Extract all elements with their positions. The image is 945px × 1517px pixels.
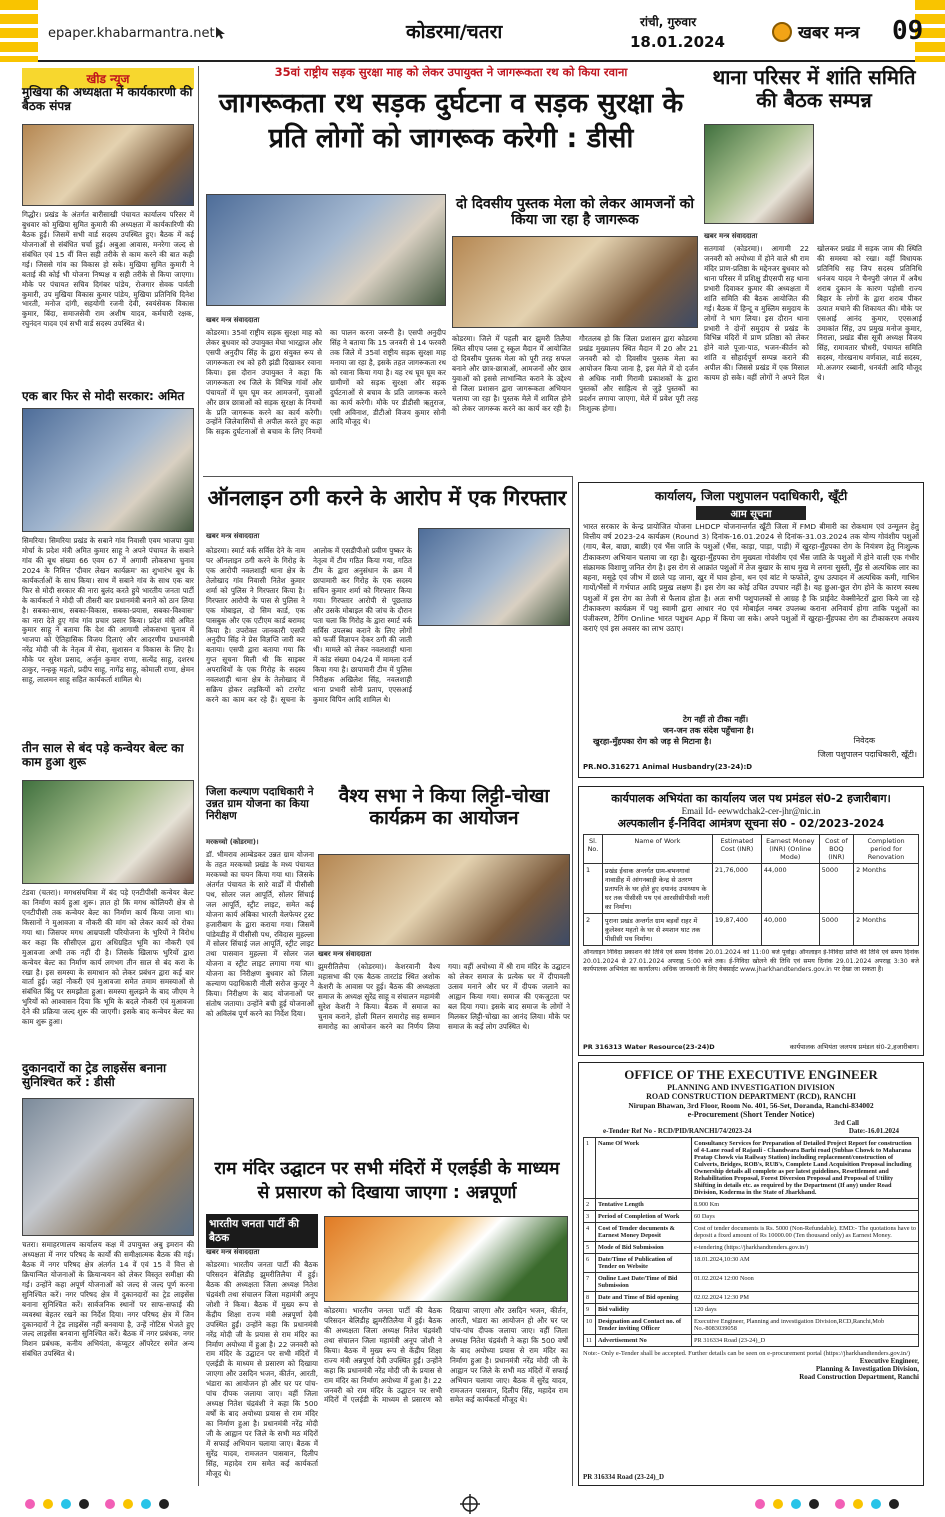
- table-row: [584, 1223, 919, 1242]
- table-cell: Cost of Tender documents & Earnest Money Deposit: [596, 1223, 692, 1242]
- rcd-subtitle: PLANNING AND INVESTIGATION DIVISION: [667, 1083, 835, 1092]
- rcd-subtitle: ROAD CONSTRUCTION DEPARTMENT (RCD), RANCHI: [646, 1092, 856, 1101]
- water-tender-notice: [578, 786, 924, 1056]
- review-meeting-photo: [22, 1098, 194, 1236]
- table-row: [584, 1304, 919, 1316]
- table-cell: 4: [584, 1223, 596, 1242]
- table-row: [584, 1273, 919, 1292]
- notice-signer: जिला पशुपालन पदाधिकारी, खूँटी।: [817, 750, 917, 759]
- table-row: [584, 1138, 919, 1199]
- notice-office: कार्यालय, जिला पशुपालन पदाधिकारी, खूँटी: [654, 489, 848, 503]
- table-cell: Bid validity: [596, 1304, 692, 1316]
- table-cell: Online Last Date/Time of Bid Submission: [596, 1273, 692, 1292]
- table-cell: 1: [584, 1138, 596, 1199]
- ram-mandir-subhead: भारतीय जनता पार्टी की बैठक: [206, 1214, 318, 1248]
- tender-table: [583, 834, 919, 946]
- table-header: Estimated Cost (INR): [712, 835, 761, 864]
- table-cell: 1: [584, 864, 603, 914]
- lead-body: कोडरमा। 35वां राष्ट्रीय सड़क सुरक्षा माह को लेकर बुधवार को उपायुक्त मेघा भारद्वाज और एसपी अनुदीप सिंह के द्वारा संयुक्त रूप से जागरूकता रथ को हरी झंडी दिखाकर रवाना किया। इस दौरान उपायुक्त ने कहा कि जागरूकता रथ जिले के विभिन्न गांवों और पंचायतों में घूम घूम कर आमजनों, युवाओं और छात्र छात्राओं को सड़क सुरक्षा के नियमों के प्रति जागरूक करने का कार्य करेगी। उन्होंने जिलेवासियों से अपील करते हुए कहा कि सड़क दुर्घटनाओं से बचाव के लिए नियमों का पालन करना जरूरी है। एसपी अनुदीप सिंह ने बताया कि 15 जनवरी से 14 फरवरी तक जिले में 35वां राष्ट्रीय सड़क सुरक्षा माह मनाया जा रहा है, इसके तहत जागरूकता रथ को रवाना किया गया है। यह रथ घूम घूम कर ग्रामीणों को सड़क सुरक्षा और सड़क दुर्घटनाओं से बचाव के प्रति जागरूक करने का कार्य करेगी। मौके पर डीडीसी ऋतुराज, एसी अविनाश, डीटीओ विजय कुमार सोनी आदि मौजूद थे।: [206, 328, 446, 437]
- notice-ref: PR.NO.316271 Animal Husbandry(23-24):D: [583, 763, 753, 771]
- fraud-headline[interactable]: ऑनलाइन ठगी करने के आरोप में एक गिरफ्तार: [207, 486, 567, 510]
- story-headline[interactable]: एक बार फिर से मोदी सरकार: अमित: [22, 389, 185, 403]
- arrest-photo: [418, 528, 570, 626]
- vaishya-body: झुमरीतिलैया (कोडरमा)। केशरवानी वैश्य महासभा की एक बैठक तारटांड स्थित अशोक केशरी के आवास पर हुई। बैठक की अध्यक्षता समाज के अध्यक्ष सुरेंद्र साहू व संचालन महामंत्री सुरेश केशरी ने किया। बैठक में समाज का चुनाव कराने, होली मिलन समारोह सह सम्मान समारोह का आयोजन करने का निर्णय लिया गया। वहीं अयोध्या में श्री राम मंदिर के उद्घाटन को लेकर समाज के प्रत्येक घर में दीपावली उत्सव मनाने और घर में दीपक जलाने का आह्वान किया गया। समाज की एकजुटता पर बल दिया गया। इसके बाद समाज के लोगों ने मिलकर लिट्टी-चोखा का आनंद लिया। मौके पर समाज के कई लोग उपस्थित थे।: [318, 962, 570, 1031]
- vaishya-meeting-photo: [318, 854, 570, 946]
- rcd-address: Nirupan Bhawan, 3rd Floor, Room No. 401, 56-Set, Doranda, Ranchi-834002: [628, 1101, 874, 1110]
- lead-byline: खबर मन्त्र संवाददाता: [206, 316, 260, 324]
- rcd-date: Date:-16.01.2024: [848, 1127, 899, 1135]
- bjp-meeting-photo: [324, 1216, 568, 1302]
- brand-logo: [772, 22, 792, 42]
- rcd-sign: Road Construction Department, Ranchi: [799, 1373, 919, 1381]
- ram-mandir-body: कोडरमा। भारतीय जनता पार्टी की बैठक परिसदन बेलिडीह झुमरीतिलैया में हुई। बैठक की अध्यक्षता जिला अध्यक्ष नितेश चंद्रवंशी तथा संचालन जिला महामंत्री अनूप जोशी ने किया। बैठक में मुख्य रूप से केंद्रीय शिक्षा राज्य मंत्री अन्नपूर्णा देवी उपस्थित हुईं। उन्होंने कहा कि प्रधानमंत्री नरेंद्र मोदी जी के प्रयास से राम मंदिर का निर्माण अयोध्या में हुआ है। 22 जनवरी को राम मंदिर के उद्घाटन पर सभी मंदिरों में एलईडी के माध्यम से प्रसारण को दिखाया जाएगा और उसदिन भजन, कीर्तन, आरती, भंडारा का आयोजन हो और घर पर पांच-पांच दीपक जलाया जाए। वहीं जिला अध्यक्ष नितेश चंद्रवंशी ने कहा कि 500 वर्षों के बाद अयोध्या प्रयास से राम मंदिर का निर्माण हुआ है। प्रधानमंत्री नरेंद्र मोदी जी के आह्वान पर जिले के सभी मठ मंदिरों में सफाई अभियान चलाया जाए। बैठक में सुरेंद्र यादव, रामजतन पासवान, दिलीप सिंह, महादेव राम समेत कई कार्यकर्ता मौजूद थे।: [206, 1260, 318, 1478]
- story-body: सिमरिया। सिमरिया प्रखंड के सबाने गांव निवासी एवम भाजपा युवा मोर्चा के प्रदेश मंत्री अमित कुमार साहू ने अपने पंचायत के सबाने गांव की बूथ संख्या 66 एवम 67 में अगामी लोकसभा चुनाव 2024 के निमित्त 'दीवार लेखन कार्यक्रम' का शुभारंभ बूथ के कार्यकर्ताओं के साथ किया। साथ में सबाने गांव के साथ एक बार फिर से मोदी सरकार की नारा बुलंद करते हुये भारतीय जनता पार्टी के कार्यकर्ता ने मोदी जी तीसरी बार प्रधानमंत्री बनाने को ठान लिया है। सबका-साथ, सबका-विकास, सबका-प्रयास, सबका-विश्वास' का नारा देते हुए गांव गांव प्रचार प्रसार किया। प्रदेश मंत्री अमित कुमार साहू ने बताया कि देश की आगामी लोकसभा चुनाव में भाजपा को ऐतिहासिक विजय दिलाएं और आदरणीय प्रधानमंत्री नरेंद्र मोदी जी के नेतृत्व में सेवा, सुशासन व विकास के लिए है। मौके पर सुरेश प्रसाद, अर्जुन कुमार राणा, सत्येंद्र साहू, दशरथ ठाकुर, नन्हकू महतो, प्रदीप साहू, नागेंद्र साहू, कोमाली राणा, क्षेमन साहू, लालमन साहू सहित कार्यकर्ता शामिल थे।: [22, 536, 194, 685]
- fraud-body: कोडरमा। स्मार्ट वर्क सर्विस देने के नाम पर ऑनलाइन ठगी करने के गिरोह के एक आरोपी नवलशाही थाना क्षेत्र के तेलोखाद गांव निवासी नितेश कुमार शर्मा को पुलिस ने गिरफ्तार किया है। गिरफ्तार आरोपी के पास से पुलिस ने एक मोबाइल, दो सिम कार्ड, एक पासबुक और एक एटीएम कार्ड बरामद किया है। उपरोक्त जानकारी एसपी अनुदीप सिंह ने प्रेस विज्ञप्ति जारी कर बताया। एसपी द्वारा बताया गया कि गुप्त सूचना मिली थी कि साइबर अपराधियों के एक गिरोह के सदस्य नवलशाही थाना क्षेत्र के तेलोखाद में सक्रिय होकर लड़कियों को टारगेट करने का काम कर रहे हैं। सूचना के आलोक में एसडीपीओ प्रवीण पुष्कर के नेतृत्व में टीम गठित किया गया, गठित टीम के द्वारा अनुसंधान के क्रम में छापामारी कर गिरोह के एक सदस्य सचिन कुमार शर्मा को गिरफ्तार किया गया। गिरफ्तार आरोपी से पूछताछ और उसके मोबाइल की जांच के दौरान पता चला कि गिरोह के द्वारा स्मार्ट वर्क सर्विस उपलब्ध कराने के लिए लोगों को फर्जी विज्ञापन देकर ठगी की जाती थी। मामले को लेकर नवलशाही थाना में कांड संख्या 04/24 में मामला दर्ज किया गया है। छापामारी टीम में पुलिस निरीक्षक अखिलेश सिंह, नवलशाही थाना प्रभारी सोनी प्रताप, एएसआई कुमार विपिन आदि शामिल थे।: [206, 546, 412, 705]
- campaign-photo: [22, 408, 194, 532]
- table-cell: Mode of Bid Submission: [596, 1242, 692, 1254]
- rcd-table: [583, 1137, 919, 1347]
- welfare-headline[interactable]: जिला कल्याण पदाधिकारी ने उन्नत ग्राम योजना का किया निरीक्षण: [206, 786, 314, 823]
- table-cell: प्रखंड ईचाक अन्तर्गत ग्राम-बभनगावां नावाडीह में आंगनबाड़ी केन्द्र से उतरण प्रतापति के घर होते हुए दयानंद उपाध्याय के घर तक पीसीसी पथ एवं आरसीसीपीसी नाली का निर्माण।: [602, 864, 712, 914]
- rcd-note: Note:- Only e-Tender shall be accepted. Further details can be seen on e-procurement portal (https://jharkhandtenders.gov.in/): [583, 1350, 911, 1357]
- table-cell: Cost of tender documents is Rs. 5000 (Non-Refundable). EMD:- The quotations have to deposit a fixed amount of Rs 10000.00 (Ten thousand only) as Earnest Money.: [692, 1223, 919, 1242]
- ram-mandir-headline[interactable]: राम मंदिर उद्घाटन पर सभी मंदिरों में एलईडी के माध्यम से प्रसारण को दिखाया जाएगा : अन्नपूर्णा: [214, 1159, 560, 1203]
- site-url-link[interactable]: epaper.khabarmantra.net: [48, 26, 215, 41]
- table-cell: 120 days: [692, 1304, 919, 1316]
- table-cell: 2: [584, 914, 603, 946]
- edition-title: कोडरमा/चतरा: [406, 21, 503, 43]
- peace-committee-photo: [704, 124, 814, 224]
- city-day: रांची, गुरुवार: [640, 15, 697, 29]
- story-body: चतरा। समाहरणालय कार्यालय कक्ष में उपायुक्त अबु इमरान की अध्यक्षता में नगर परिषद के कार्यों की समीक्षात्मक बैठक की गई। बैठक में नगर परिषद क्षेत्र अंतर्गत 14 वें एवं 15 वें वित्त से क्रियान्वित योजनाओं के क्रियान्वयन को लेकर विस्तृत समीक्षा की गई। उन्होंने कहा अपूर्ण योजनाओं को जल्द से जल्द पूर्ण करना सुनिश्चित करें। नगर परिषद क्षेत्र में दुकानदारों का ट्रेड लाइसेंस बनाना सुनिश्चित करें। सार्वजनिक स्थानों पर साफ-सफाई की व्यवस्था बेहतर रखने का निर्देश दिया। नगर परिषद क्षेत्र में जिन दुकानदारों ने ट्रेड लाइसेंस नहीं बनवाया है, उन्हें नोटिस भेजते हुए जल्द लाइसेंस बनवाना सुनिश्चित करें। बैठक में नगर प्रबंधक, नगर मिशन प्रबंधक, कनीय अभियंता, कंप्यूटर ऑपरेटर समेत अन्य संबंधित उपस्थित थे।: [22, 1240, 194, 1359]
- table-cell: 2 Months: [854, 864, 919, 914]
- notice-slogan: जन-जन तक संदेश पहुँचाना है।: [663, 726, 754, 735]
- table-cell: 19,87,400: [712, 914, 761, 946]
- row-divider: [203, 476, 573, 477]
- tender-signer: कार्यपालक अभियंता जलपथ प्रमंडल सं0-2,हजारीबाग।: [789, 1043, 919, 1051]
- table-cell: 5: [584, 1242, 596, 1254]
- table-row: [584, 1335, 919, 1347]
- table-cell: 9: [584, 1304, 596, 1316]
- table-cell: 7: [584, 1273, 596, 1292]
- table-cell: Consultancy Services for Preparation of Detailed Project Report for construction of 4-Lane road of Rajauli - Chandwara Barhi road (Subhas Chowk to Maharana Pratap Chowk via Railway Station) including replacement/construction of Culverts, Bridges, ROB's, RUB's, Complete Land Acquisition Proposal including Ownership details all complete as per latest guidelines, Resettlement and Rehabilitation Proposal, Forest Diversion Proposal and Proposal of Utility Shifting in details etc. as required by the Department (If any) under Road Division, Koderma in the State of Jharkhand.: [692, 1138, 919, 1199]
- table-cell: 21,76,000: [712, 864, 761, 914]
- notice-slogan: खुरहा-मुँहपका रोग को जड़ से मिटाना है।: [593, 737, 712, 746]
- table-row: [584, 1316, 919, 1335]
- column-divider: [198, 66, 199, 1486]
- table-cell: Period of Completion of Work: [596, 1211, 692, 1223]
- protest-photo: [22, 780, 194, 884]
- table-cell: 18.01.2024,10:30 AM: [692, 1254, 919, 1273]
- table-cell: 44,000: [761, 864, 819, 914]
- table-cell: Advertisement No: [596, 1335, 692, 1347]
- table-header: Cost of BOQ (INR): [819, 835, 853, 864]
- table-cell: 40,000: [761, 914, 819, 946]
- rcd-tender-notice: [578, 1062, 924, 1486]
- table-cell: Name Of Work: [596, 1138, 692, 1199]
- animal-husbandry-notice: [578, 482, 924, 778]
- tender-office: कार्यपालक अभियंता का कार्यालय जल पथ प्रमंडल सं0-2 हजारीबाग।: [611, 792, 891, 805]
- page-number: 09: [892, 16, 924, 46]
- book-fair-body: कोडरमा। जिले में पहली बार झुमरी तिलैया स्थित सीएच प्लस टू स्कूल मैदान में आयोजित दो दिवसीय पुस्तक मेला को पूरी तरह सफल बनाने और छात्र-छात्राओं, आमजनों और छात्र युवाओं को इससे लाभान्वित कराने के उद्देश्य से जिला प्रशासन द्वारा जागरूकता अभियान चलाया जा रहा है। पुस्तक मेले में शामिल होने को लेकर जागरूक करने का कार्य कर रही है। गौरतलब हो कि जिला प्रशासन द्वारा कोडरमा प्रखंड मुख्यालय स्थित मैदान में 20 और 21 जनवरी को दो दिवसीय पुस्तक मेला का आयोजन किया जाना है, इस मेले में दो दर्जन से अधिक नामी गिरामी प्रकाशकों के द्वारा पुस्तकों और साहित्य से जुड़े पुस्तकों का प्रदर्शन लगाया जाएगा, मेले में प्रवेश पूरी तरह निःशुल्क होगा।: [452, 334, 698, 413]
- table-cell: Tentative Length: [596, 1199, 692, 1211]
- table-cell: Executive Engineer, Planning and investigation Division,RCD,Ranchi,Mob No.-8083039058: [692, 1316, 919, 1335]
- welfare-byline: मरकच्चो (कोडरमा)।: [206, 838, 259, 846]
- table-cell: 5000: [819, 914, 853, 946]
- table-row: [584, 914, 919, 946]
- notice-signer-label: निवेदक: [853, 736, 875, 745]
- table-header: Earnest Money (INR) (Online Mode): [761, 835, 819, 864]
- book-fair-headline[interactable]: दो दिवसीय पुस्तक मेला को लेकर आमजनों को किया जा रहा है जागरूक: [455, 196, 695, 229]
- table-cell: 8.900 Km: [692, 1199, 919, 1211]
- table-cell: 6: [584, 1254, 596, 1273]
- welfare-body: डॉ. भीमराव आम्बेडकर उन्नत ग्राम योजना के तहत मरकच्चो प्रखंड के मध्य पंचायत मरकच्चो का चयन किया गया था। जिसके अंतर्गत पंचायत के सारे वार्डों में पीसीसी पथ, सोलर जल आपूर्ति, सोलर सिंचाई जल आपूर्ति, स्ट्रीट लाइट, समेत कई योजना कार्य अंबिका भारती वेलफेयर ट्रस्ट हजारीबाग के द्वारा कराया गया। जिसमें पांडेयडीह में पीसीसी पथ, रविदास मुहल्ला में सोलर सिंचाई जल आपूर्ति, स्ट्रीट लाइट तथा पासवान मुहल्ला में सोलर जल योजना व स्ट्रीट लाइट लगाया गया था। योजना का निरीक्षण बुधवार को जिला कल्याण पदाधिकारी नीली सरोज कुजूर ने किया। निरीक्षण के बाद योजनाओं पर संतोष जताया। उन्होंने बची हुई योजनाओं को अविलंब पूर्ण करने का निर्देश दिया।: [206, 850, 314, 1018]
- table-cell: 01.02.2024 12:00 Noon: [692, 1273, 919, 1292]
- rcd-notice: e-Procurement (Short Tender Notice): [687, 1110, 815, 1119]
- table-cell: 5000: [819, 864, 853, 914]
- story-body: टंडवा (चतरा)। मगधसंघमित्रा में बंद पड़े एनटीपीसी कन्वेयर बेल्ट का निर्माण कार्य हुआ शुरू। ज्ञात हो कि मगध कोलियरी क्षेत्र से एनटीपीसी तक कन्वेयर बेल्ट का निर्माण कार्य किया जाना था। किसानों ने मुआवजा व नौकरी की मांग को लेकर कार्य को रोका गया था। जिसपर मगध आम्रपाली परियोजना के भुरियों ने विरोध कर कहा कि सीसीएल द्वारा अधिग्रहित भूमि का नौकरी एवं मुआवजा अभी तक नहीं दी है। जिसके खिलाफ भुरियों द्वारा कन्वेयर बेल्ट का निर्माण कार्य लगभग तीन साल से बंद करा के रखा है। इस समस्या के समाधान को लेकर प्रबंधन द्वारा कई बार वार्ता हुई। जहां नौकरी एवं मुआवजा समेत तमाम समस्याओं से संबंधित बिंदु पर समझौता हुआ। समस्या सुलझने के बाद जीएम ने भुरियों को आश्वासन दिया कि भूमि के बदले नौकरी एवं मुआवजा देने की प्रक्रिया जल्द शुरू की जाएगी। इसके बाद कन्वेयर बेल्ट का काम शुरू हुआ।: [22, 888, 194, 1027]
- table-cell: पुराना प्रखंड अन्तर्गत ग्राम बड़वाँ राहर में कुलेश्वर महतो के घर से श्मशान घाट तक पीसीसी पथ निर्माण।: [602, 914, 712, 946]
- table-header: Completion period for Renovation: [854, 835, 919, 864]
- table-row: [584, 1211, 919, 1223]
- column-divider: [572, 476, 573, 1486]
- table-cell: 2: [584, 1199, 596, 1211]
- rcd-ref: e-Tender Ref No - RCD/PID/RANCHI/74/2023-24: [603, 1127, 752, 1135]
- ram-mandir-byline: खबर मन्त्र संवाददाता: [206, 1248, 260, 1256]
- table-cell: Date and Time of Bid opening: [596, 1292, 692, 1304]
- cursor-icon: [214, 26, 228, 40]
- peace-committee-byline: खबर मन्त्र संवाददाता: [704, 232, 758, 240]
- table-cell: 02.02.2024 12:30 PM: [692, 1292, 919, 1304]
- meeting-photo: [22, 124, 194, 206]
- table-cell: 3: [584, 1211, 596, 1223]
- book-fair-photo: [452, 236, 698, 328]
- table-cell: 10: [584, 1316, 596, 1335]
- issue-date: 18.01.2024: [630, 33, 725, 51]
- peace-committee-headline[interactable]: थाना परिसर में शांति समिति की बैठक सम्पन्न: [712, 65, 916, 112]
- registration-marks: [0, 1492, 945, 1517]
- table-cell: e-tendering (https://jharkhandtenders.gov.in/): [692, 1242, 919, 1254]
- masthead-decoration-left: [0, 0, 38, 62]
- table-row: [584, 1292, 919, 1304]
- brand-name: खबर मन्त्र: [798, 23, 860, 43]
- rcd-sign: Executive Engineer,: [859, 1357, 919, 1365]
- peace-committee-body: सतगावां (कोडरमा)। आगामी 22 जनवरी को अयोध्या में होने वाले श्री राम मंदिर प्राण-प्रतिष्ठा के मद्देनजर बुधवार को थाना परिसर में प्रशिक्षु डीएसपी सह थाना प्रभारी दिवाकर कुमार की अध्यक्षता में शांति समिति की बैठक आयोजित की गई। बैठक में हिन्दू व मुस्लिम समुदाय के लोगों ने भाग लिया। इस दौरान थाना प्रभारी ने दोनों समुदाय से प्रखंड के विभिन्न मंदिरों में प्राण प्रतिष्ठा को लेकर होने वाले पूजा-पाठ, भजन-कीर्तन को शांति व सौहार्दपूर्ण सम्पन्न कराने की अपील की। जिससे प्रखंड में एक मिसाल कायम हो सके। वहीं लोगों ने अपने दिल खोलकर प्रखंड में सड़क जाम की स्थिति की समस्या को रखा। वहीं विधायक प्रतिनिधि सह जिप सदस्य प्रतिनिधि धनंजय यादव ने चैनपुरी जंगल में अवैध शराब दुकान के कारण पड़ोसी राज्य बिहार के लोगों के द्वारा शराब पीकर उत्पात मचाने की शिकायत की। मौके पर एसआई आनंद कुमार, एएसआई उमाकांत सिंह, उप प्रमुख मनोज कुमार, निराला, प्रखंड बीस सूत्री अध्यक्ष विजय सिंह, रामावतार चौधरी, पंचायत समिति सदस्य, गोरखनाथ वर्णवाल, वार्ड सदस्य, मो.अजगर रब्बानी, धनवंती आदि मौजूद थे।: [704, 244, 922, 383]
- notice-slogan: टेग नहीं तो टीका नहीं।: [683, 715, 749, 724]
- lead-kicker: 35वां राष्ट्रीय सड़क सुरक्षा माह को लेकर उपायुक्त ने जागरूकता रथ को किया रवाना: [274, 65, 628, 79]
- story-headline[interactable]: दुकानदारों का ट्रेड लाइसेंस बनाना सुनिश्चित करें : डीसी: [22, 1061, 167, 1089]
- rcd-call: 3rd Call: [834, 1119, 859, 1127]
- table-header: Sl. No.: [584, 835, 603, 864]
- table-cell: Designation and Contact no. of Tender inviting Officer: [596, 1316, 692, 1335]
- table-cell: 2 Months: [854, 914, 919, 946]
- lead-headline[interactable]: जागरूकता रथ सड़क दुर्घटना व सड़क सुरक्षा के प्रति लोगों को जागरूक करेगी : डीसी: [218, 88, 684, 155]
- awareness-van-photo: [206, 194, 446, 306]
- table-cell: 11: [584, 1335, 596, 1347]
- tender-email: Email Id- eewwdchak2-cer-jhr@nic.in: [681, 806, 821, 816]
- ram-mandir-body-cont: कोडरमा। भारतीय जनता पार्टी की बैठक परिसदन बेलिडीह झुमरीतिलैया में हुई। बैठक की अध्यक्षता जिला अध्यक्ष नितेश चंद्रवंशी तथा संचालन जिला महामंत्री अनूप जोशी ने किया। बैठक में मुख्य रूप से केंद्रीय शिक्षा राज्य मंत्री अन्नपूर्णा देवी उपस्थित हुईं। उन्होंने कहा कि प्रधानमंत्री नरेंद्र मोदी जी के प्रयास से राम मंदिर का निर्माण अयोध्या में हुआ है। 22 जनवरी को राम मंदिर के उद्घाटन पर सभी मंदिरों में एलईडी के माध्यम से प्रसारण को दिखाया जाएगा और उसदिन भजन, कीर्तन, आरती, भंडारा का आयोजन हो और घर पर पांच-पांच दीपक जलाया जाए। वहीं जिला अध्यक्ष नितेश चंद्रवंशी ने कहा कि 500 वर्षों के बाद अयोध्या प्रयास से राम मंदिर का निर्माण हुआ है। प्रधानमंत्री नरेंद्र मोदी जी के आह्वान पर जिले के सभी मठ मंदिरों में सफाई अभियान चलाया जाए। बैठक में सुरेंद्र यादव, रामजतन पासवान, दिलीप सिंह, महादेव राम समेत कई कार्यकर्ता मौजूद थे।: [324, 1306, 568, 1405]
- table-row: [584, 864, 919, 914]
- vaishya-byline: खबर मन्त्र संवाददाता: [318, 950, 372, 958]
- section-tag: खीड न्यूज: [22, 68, 194, 89]
- fraud-byline: खबर मन्त्र संवाददाता: [206, 532, 260, 540]
- vaishya-headline[interactable]: वैश्य सभा ने किया लिट्टी-चोखा कार्यक्रम का आयोजन: [338, 785, 550, 829]
- story-body: गिद्धौर। प्रखंड के अंतर्गत बारीसाखी पंचायत कार्यालय परिसर में बुधवार को मुखिया सुमित कुमारी की अध्यक्षता में कार्यकारिणी की बैठक हुई। जिसमें सभी वार्ड सदस्य उपस्थित हुए। बैठक में कई योजनाओं से संबंधित चर्चा हुई। अबुआ आवास, मनरेगा जल्द से संबंधित एवं 15 वीं वित्त सही तरीके से काम करने की बात कही गई। जिससे गांव का विकास हो सके। मुखिया सुमित कुमारी ने बताई की कोई भी योजना निष्पक्ष व सही तरीके से किया जाएगा। मौके पर पंचायत सचिव दिगंबर पांडेय, रोजगार सेवक पार्वती कुमारी, उप मुखिया विकास कुमार पांडेय, मुखिया प्रतिनिधि दिनेश भारती, मनोज दांगी, सहयोगी रजनी देवी, स्वयंसेवक विकास कुमार, बिंदा, समाजसेवी राम अशीष यादव, कर्मचारी रक्षक, रघुनंदन यादव एवं सभी वार्ड सदस्य उपस्थित थे।: [22, 210, 194, 329]
- table-row: [584, 1199, 919, 1211]
- table-row: [584, 1254, 919, 1273]
- rcd-sign: Planning & Investigation Division,: [815, 1365, 919, 1373]
- table-cell: 8: [584, 1292, 596, 1304]
- table-cell: Date/Time of Publication of Tender on Website: [596, 1254, 692, 1273]
- rcd-title: OFFICE OF THE EXECUTIVE ENGINEER: [624, 1067, 878, 1082]
- tender-notes: ऑनलाइन निविदा प्रकाशन की तिथि एवं समय दिनांक 20.01.2024 को 11:00 बजे पूर्वाह्न। ऑनलाइन ई-निविदा प्राप्ति की तिथि एवं समय दिनांक 20.01.2024 से 27.01.2024 अपराह्न 5:00 बजे तक। ई-निविदा खोलने की तिथि एवं समय दिनांक 29.01.2024 अपराह्न 3:30 बजे कार्यपालक अभियंता का कार्यालय। अधिक जानकारी के लिए वेबसाईट www.jharkhandtenders.gov.in पर देखा जा सकता है।: [583, 949, 919, 974]
- table-row: [584, 1242, 919, 1254]
- tender-notice-title: अल्पकालीन ई-निविदा आमंत्रण सूचना सं0 - 02/2023-2024: [617, 817, 885, 830]
- notice-title: आम सूचना: [696, 506, 806, 520]
- table-header: Name of Work: [602, 835, 712, 864]
- table-cell: 60 Days: [692, 1211, 919, 1223]
- tender-ref: PR 316313 Water Resource(23-24)D: [583, 1043, 715, 1051]
- story-headline[interactable]: तीन साल से बंद पड़े कन्वेयर बेल्ट का काम हुआ शुरू: [22, 741, 184, 769]
- rcd-footer-ref: PR 316334 Road (23-24)_D: [583, 1473, 665, 1481]
- table-cell: PR 316334 Road (23-24)_D: [692, 1335, 919, 1347]
- story-headline[interactable]: मुखिया की अध्यक्षता में कार्यकारणी की बैठक संपन्न: [22, 85, 193, 113]
- notice-body: भारत सरकार के केन्द्र प्रायोजित योजना LHDCP योजनान्तर्गत खूँटी जिला में FMD बीमारी का रोकथाम एवं उन्मूलन हेतु वित्तीय वर्ष 2023-24 कार्यक्रम (Round 3) दिनांक-16.01.2024 से दिनांक-31.03.2024 तक योग्य गोवंशीय पशुओं (गाय, बैल, बाछा, बाछी) एवं भैंस जाति के पशुओं (भैंस, काड़ा, पाड़ा, पाड़ी) में खुरहा-मुँहपका रोग के नियंत्रण हेतु निःशुल्क टीकाकरण अभियान चलाया जा रहा है। खुरहा-मुँहपका रोग मुख्यता गोवंशीय एवं भैंस जाति के पशुओं में होने वाली एक गंभीर संक्रामक विशाणु जनित रोग है। इस रोग से आक्रांत पशुओं में तेज बुखार के साथ मुख मे लगना सुस्ती, मुँह से अत्यधिक लार का बहना, मसूढ़े एवं जीभ में छाले पड़ जाना, खुर में घाव होना, थन एवं बांट मे फफोले, दुग्ध उत्पादन में अत्यधिक कमी, गाभिन गायों/भैंसों में गर्भपात आदि प्रमुख लक्षण हैं। इस रोग का कोई उचित उपचार नहीं है। यह छुआ-छूत रोग होने के कारण स्वस्थ पशुओं में इस रोग का तेजी से फैलाव होता है। अतः सभी पशुपालकों से आग्रह है कि प्राईवेट वेक्सीनेटरों द्वारा किये जा रहे टीकाकरण कार्यक्रम में पशु स्वामी द्वारा आधार नं0 एवं मोबाईल नम्बर उपलब्ध कराना अनिवार्य होगा ताकि पशुओं का पंजीकरण, टैगिंग Online भारत पशुधन App में किया जा सके। अपने पशुओं में खुरहा-मुँहपका रोग का टीकाकरण अवश्य कराएं एवं इस अवसर का लाभ उठाए।: [583, 522, 919, 634]
